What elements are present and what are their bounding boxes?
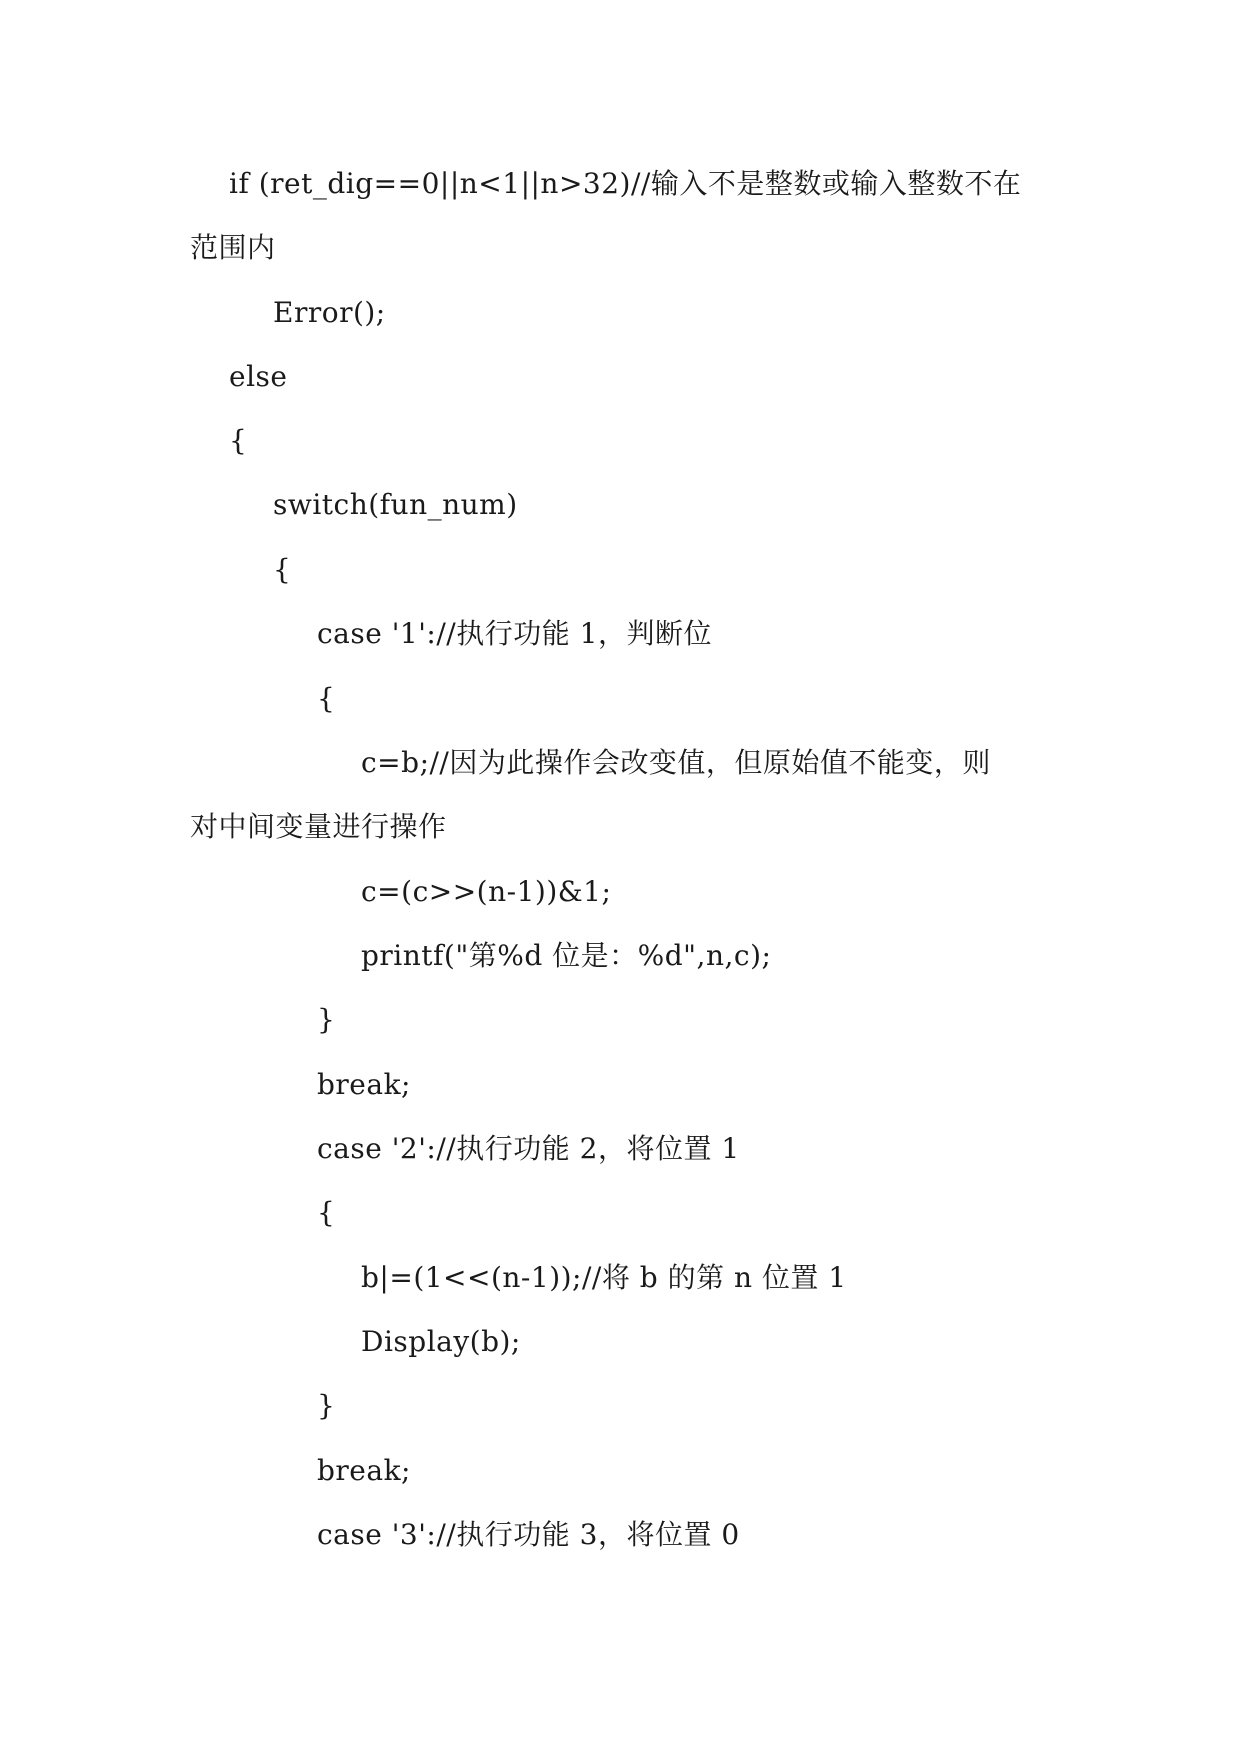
code-line-case-2: case '2'://执行功能 2，将位置 1 xyxy=(317,1132,740,1165)
code-line-switch-open-brace: { xyxy=(273,553,292,586)
code-line-if-condition: if (ret_dig==0||n<1||n>32)//输入不是整数或输入整数不在 xyxy=(229,167,1022,200)
code-line-break-2: break; xyxy=(317,1454,411,1487)
code-line-break-1: break; xyxy=(317,1068,411,1101)
code-line-case-3: case '3'://执行功能 3，将位置 0 xyxy=(317,1518,740,1551)
code-line-else: else xyxy=(229,360,288,393)
code-line-error-call: Error(); xyxy=(273,296,386,329)
code-line-case-2-open-brace: { xyxy=(317,1196,336,1229)
code-line-case-1-close-brace: } xyxy=(317,1003,336,1036)
code-line-case-1-open-brace: { xyxy=(317,682,336,715)
code-line-printf: printf("第%d 位是：%d",n,c); xyxy=(361,939,772,972)
code-line-shift-c: c=(c>>(n-1))&1; xyxy=(361,875,612,908)
code-line-display: Display(b); xyxy=(361,1325,521,1358)
code-line-set-bit: b|=(1<<(n-1));//将 b 的第 n 位置 1 xyxy=(361,1261,847,1294)
code-line-assign-c: c=b;//因为此操作会改变值，但原始值不能变，则 xyxy=(361,746,991,779)
code-line-open-brace: { xyxy=(229,424,248,457)
code-line-assign-c-wrap: 对中间变量进行操作 xyxy=(190,810,447,843)
code-line-case-2-close-brace: } xyxy=(317,1389,336,1422)
code-line-if-condition-wrap: 范围内 xyxy=(190,231,276,264)
code-line-case-1: case '1'://执行功能 1，判断位 xyxy=(317,617,712,650)
code-line-switch: switch(fun_num) xyxy=(273,488,518,521)
